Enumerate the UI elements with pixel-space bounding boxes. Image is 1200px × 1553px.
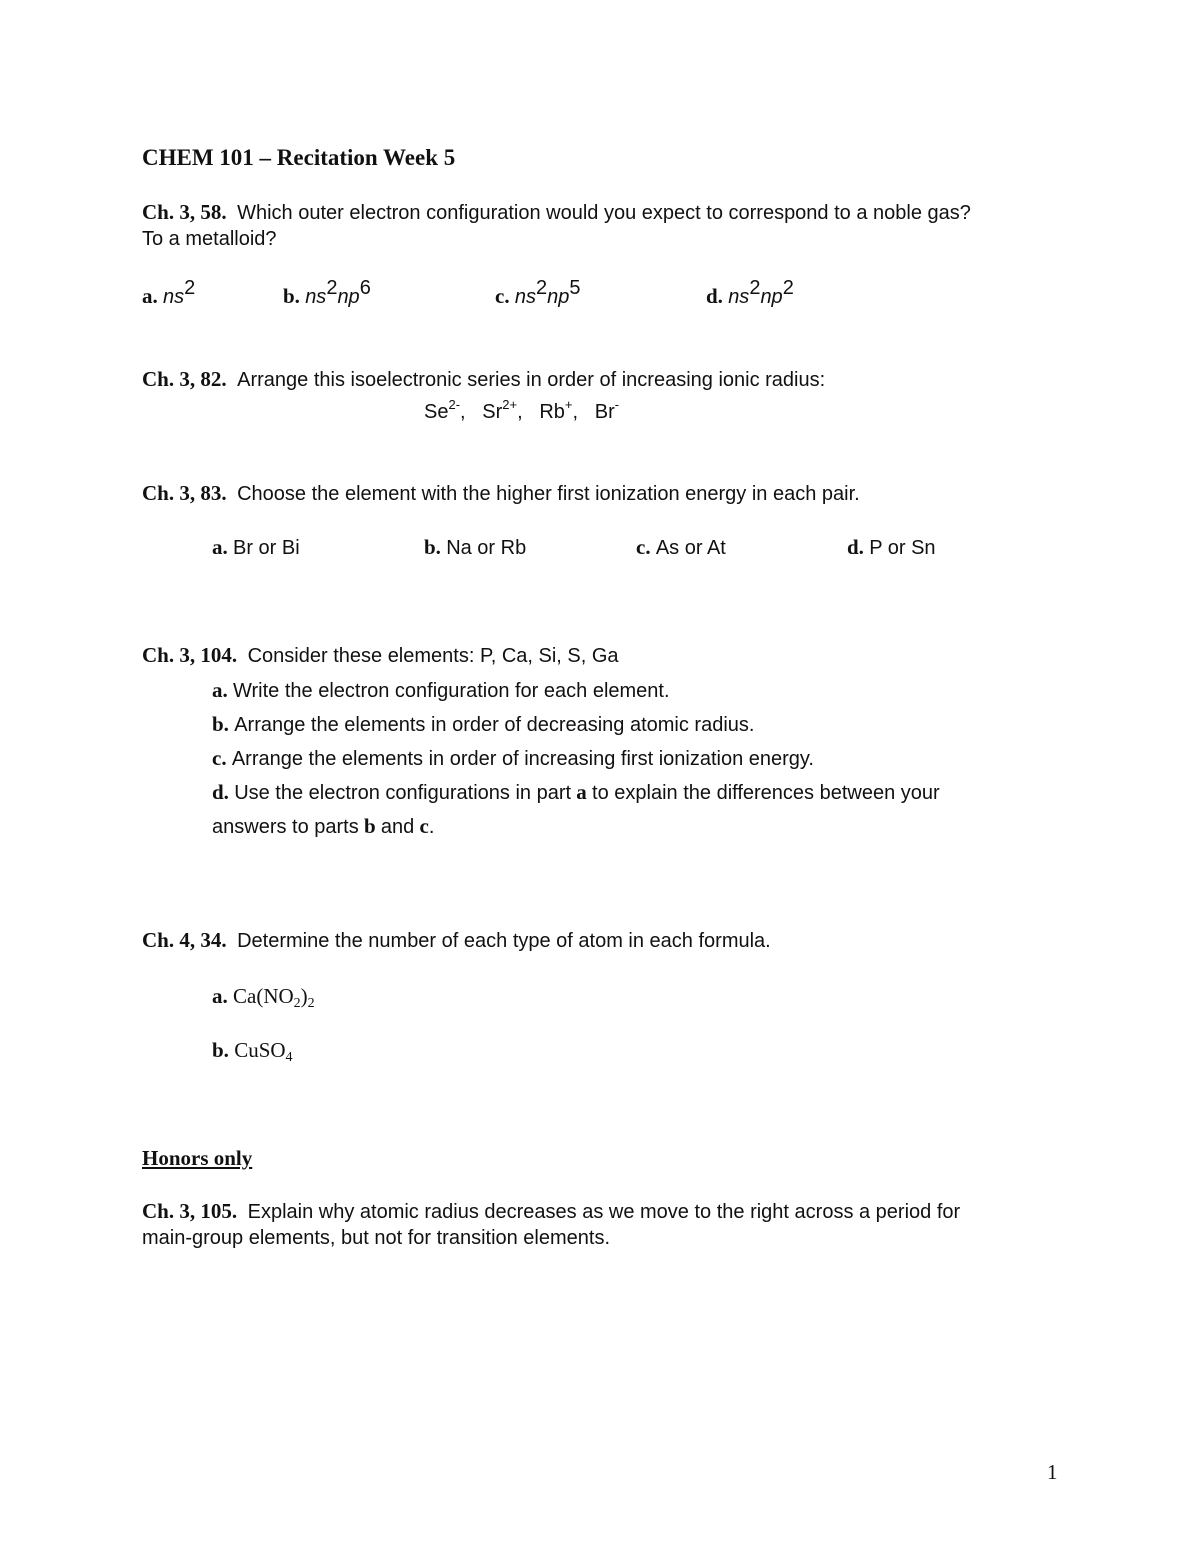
option-c [636, 535, 726, 560]
superscript: 2 [782, 277, 794, 299]
part-letter: a. [212, 678, 228, 702]
part-d [212, 780, 940, 805]
option-a [212, 535, 300, 560]
separator: , [517, 401, 523, 423]
question-text: Arrange this isoelectronic series in order of increasing ionic radius: [237, 369, 826, 391]
part-b [212, 712, 754, 737]
option-a [142, 277, 196, 309]
option-formula: np [760, 286, 783, 308]
superscript: 2 [535, 277, 548, 299]
page-title: CHEM 101 – Recitation Week 5 [142, 145, 456, 170]
ion [539, 397, 579, 423]
part-letter: a. [212, 984, 228, 1008]
question-ref: Ch. 3, 58. [142, 200, 227, 224]
superscript: 2 [184, 277, 196, 299]
part-ref: a [576, 780, 587, 804]
ion-symbol: Br [594, 401, 615, 423]
question-text: Choose the element with the higher first ionization energy in each pair. [237, 483, 860, 505]
option-d [847, 535, 936, 560]
honors-heading: Honors only [142, 1146, 253, 1170]
option-letter: d. [706, 284, 723, 308]
ion-symbol: Sr [482, 401, 503, 423]
part-ref: b [363, 814, 376, 838]
option-text: Br or Bi [233, 537, 300, 559]
question-text: Which outer electron configuration would you expect to correspond to a noble gas? [237, 202, 971, 224]
separator: , [572, 401, 579, 423]
part-text: to explain the differences between your [592, 782, 940, 804]
ion-charge: 2+ [502, 397, 518, 412]
ion-charge: + [564, 397, 573, 412]
part-d-cont [212, 814, 434, 839]
question-4-34 [142, 928, 771, 953]
question-ref: Ch. 3, 83. [142, 481, 227, 505]
option-text: P or Sn [869, 537, 936, 559]
subscript: 2 [293, 996, 301, 1011]
part-text: Write the electron configuration for each element. [233, 680, 670, 702]
question-ref: Ch. 3, 104. [142, 643, 238, 667]
part-text: Arrange the elements in order of decreasing atomic radius. [234, 714, 755, 736]
subscript: 2 [307, 996, 315, 1011]
question-text-cont: main-group elements, but not for transition elements. [142, 1227, 611, 1249]
superscript: 5 [569, 277, 581, 299]
option-formula: ns [728, 286, 750, 308]
question-ref: Ch. 3, 105. [142, 1199, 238, 1223]
option-text: Na or Rb [446, 537, 527, 559]
part-letter: c. [212, 746, 227, 770]
superscript: 2 [749, 277, 761, 299]
option-letter: b. [283, 284, 300, 308]
question-3-104 [142, 643, 619, 668]
page-number: 1 [1047, 1460, 1058, 1484]
part-text: Arrange the elements in order of increasing first ionization energy. [231, 748, 814, 770]
part-ref: c [419, 814, 429, 838]
option-b [424, 535, 526, 560]
part-letter: b. [212, 1038, 229, 1062]
part-c [212, 746, 814, 771]
option-formula: ns [163, 286, 185, 308]
ion [424, 397, 466, 423]
ion [482, 397, 523, 423]
superscript: 2 [326, 277, 338, 299]
option-b [283, 277, 371, 309]
part-text: . [428, 816, 435, 838]
option-letter: b. [424, 535, 441, 559]
separator: , [460, 401, 466, 423]
option-text: As or At [655, 537, 726, 559]
ion-series [424, 397, 620, 424]
ion-charge: 2- [448, 397, 461, 412]
ion-symbol: Rb [539, 401, 565, 423]
ion-symbol: Se [424, 401, 449, 423]
option-letter: c. [636, 535, 651, 559]
question-text: Consider these elements: P, Ca, Si, S, Ga [247, 645, 619, 667]
option-c [495, 277, 581, 309]
part-text: and [380, 816, 415, 838]
part-a [212, 678, 670, 703]
superscript: 6 [359, 277, 371, 299]
formula-a [212, 984, 315, 1009]
question-text: Determine the number of each type of atom in each formula. [237, 930, 771, 952]
option-letter: c. [495, 284, 510, 308]
question-ref: Ch. 4, 34. [142, 928, 227, 952]
option-letter: d. [847, 535, 864, 559]
part-text: answers to parts [212, 816, 359, 838]
part-letter: d. [212, 780, 229, 804]
part-text: Use the electron configurations in part [234, 782, 572, 804]
formula-text: CuSO [234, 1038, 286, 1062]
option-formula: np [547, 286, 570, 308]
question-ref: Ch. 3, 82. [142, 367, 227, 391]
option-letter: a. [142, 284, 158, 308]
ion [594, 397, 620, 423]
ion-charge: - [614, 397, 620, 412]
question-3-82 [142, 367, 825, 392]
question-3-105 [142, 1199, 960, 1224]
formula-text: ) [300, 984, 308, 1008]
question-text: Explain why atomic radius decreases as we move to the right across a period for [247, 1201, 961, 1223]
option-formula: np [337, 286, 360, 308]
option-d [706, 277, 794, 309]
formula-b [212, 1038, 293, 1063]
formula-text: Ca(NO [233, 984, 294, 1008]
question-text-cont: To a metalloid? [142, 228, 277, 250]
option-letter: a. [212, 535, 228, 559]
subscript: 4 [285, 1050, 293, 1065]
question-3-58 [142, 200, 971, 225]
option-formula: ns [514, 286, 536, 308]
option-formula: ns [305, 286, 327, 308]
question-3-83 [142, 481, 860, 506]
part-letter: b. [212, 712, 229, 736]
